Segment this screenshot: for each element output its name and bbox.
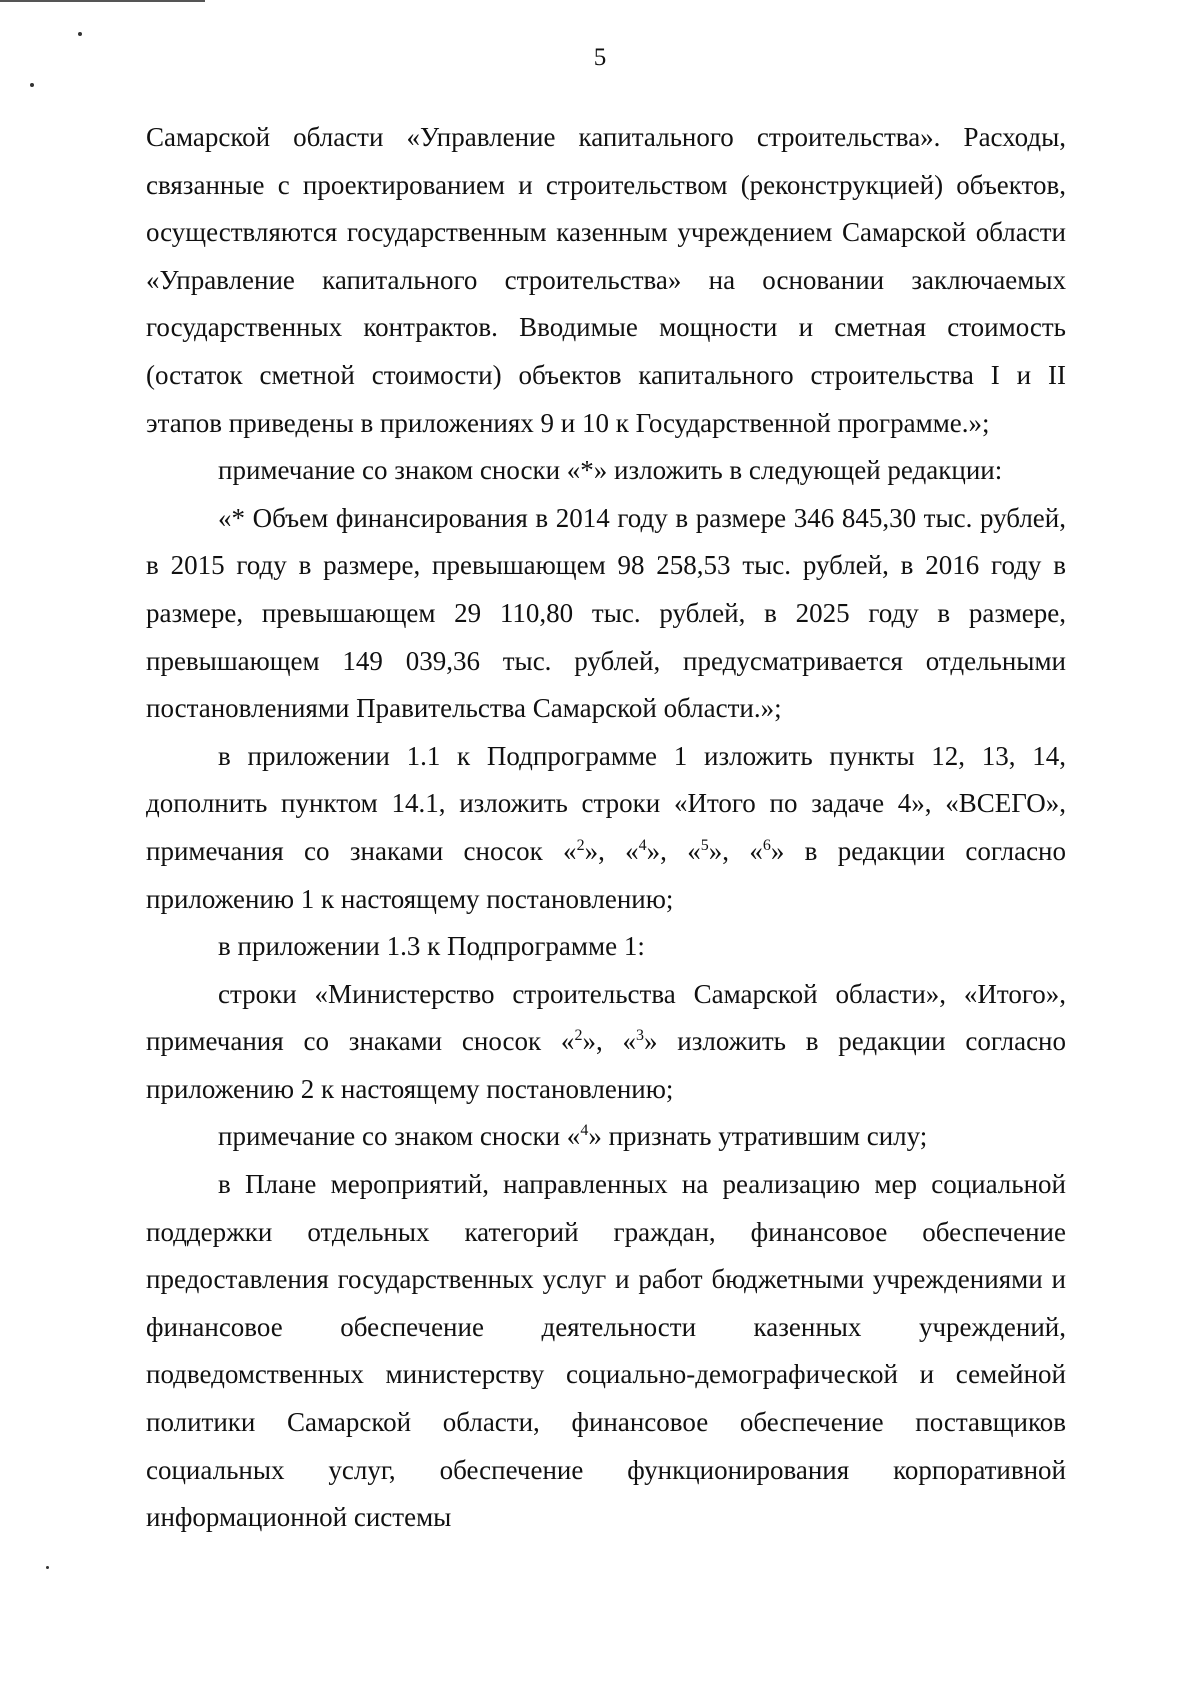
paragraph-text: Самарской области «Управление капитального строительства». Расходы, связанные с проектированием и строительством (реконструкцией) объектов, осуществляются государственным казенным учреждением Самарской области «Управление капитального строительства» на основании заключаемых государственных контрактов. Вводимые мощности и сметная стоимость (остаток сметной стоимости) объектов капитального строительства I и II этапов приведены в приложениях 9 и 10 к Государственной программе.»; [146, 122, 1066, 438]
paragraph-text: строки «Министерство строительства Самарской области», «Итого», примечания со знаками сносок « [146, 978, 1066, 1057]
paragraph-text: », « [584, 835, 639, 866]
scan-edge-mark [0, 0, 205, 2]
paragraph-text: » признать утратившим силу; [588, 1121, 928, 1152]
paragraph-text: примечание со знаком сноски « [218, 1121, 581, 1152]
paragraph [146, 1113, 1066, 1161]
paragraph [146, 114, 1066, 447]
footnote-mark: 4 [580, 1122, 589, 1140]
paragraph [146, 733, 1066, 923]
paragraph-text: », « [646, 835, 701, 866]
paragraph [146, 971, 1066, 1114]
paragraph-text: в приложении 1.3 к Подпрограмме 1: [218, 931, 645, 962]
paragraph [146, 923, 1066, 971]
scan-speck [78, 32, 82, 36]
footnote-mark: 5 [700, 836, 709, 854]
footnote-mark: 3 [636, 1027, 644, 1045]
paragraph-text: » изложить в редакции согласно приложению 2 к настоящему постановлению; [146, 1026, 1067, 1104]
paragraph-text: в Плане мероприятий, направленных на реализацию мер социальной поддержки отдельных категорий граждан, финансовое обеспечение предоставления государственных услуг и работ бюджетными учреждениями и финансовое обеспечение деятельности казенных учреждений, подведомственных министерству социально-демографической и семейной политики Самарской области, финансовое обеспечение поставщиков социальных услуг, обеспечение функционирования корпоративной информационной системы [146, 1169, 1066, 1533]
paragraph-text: в приложении 1.1 к Подпрограмме 1 изложить пункты 12, 13, 14, дополнить пунктом 14.1, изложить строки «Итого по задаче 4», «ВСЕГО», примечания со знаками сносок « [146, 740, 1066, 866]
scan-speck [30, 83, 34, 87]
scan-speck [46, 1566, 49, 1569]
footnote-mark: 2 [574, 1027, 583, 1045]
footnote-mark: 2 [576, 836, 585, 854]
footnote-mark: 6 [762, 836, 771, 854]
footnote-mark: 4 [638, 836, 647, 854]
paragraph-text: примечание со знаком сноски «*» изложить в следующей редакции: [218, 455, 1003, 486]
paragraph [146, 447, 1066, 495]
paragraph [146, 1161, 1066, 1542]
paragraph-text: «* Объем финансирования в 2014 году в размере 346 845,30 тыс. рублей, в 2015 году в размере, превышающем 98 258,53 тыс. рублей, в 2016 году в размере, превышающем 29 110,80 тыс. рублей, в 2025 году в размере, превышающем 149 039,36 тыс. рублей, предусматривается отдельными постановлениями Правительства Самарской области.»; [146, 502, 1066, 724]
paragraph-text: » в редакции согласно приложению 1 к настоящему постановлению; [146, 835, 1067, 914]
paragraph-text: », « [708, 835, 763, 866]
paragraph [146, 495, 1066, 733]
paragraph-text: », « [582, 1026, 636, 1057]
document-body [146, 114, 1066, 1542]
page-number: 5 [593, 44, 607, 71]
